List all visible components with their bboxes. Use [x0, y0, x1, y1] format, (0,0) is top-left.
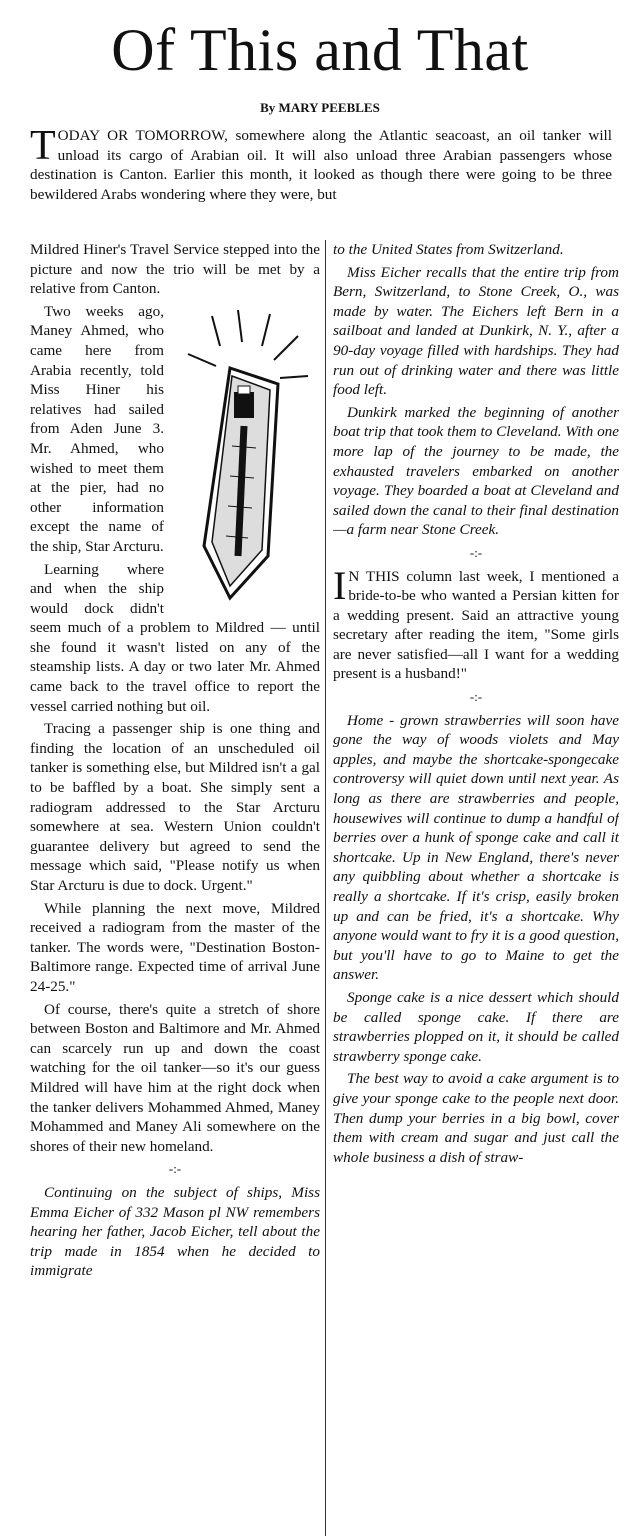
- section-separator: -:-: [469, 689, 483, 705]
- left-paragraph-2: Two weeks ago, Maney Ahmed, who came here from Arabia recently, told Miss Hiner his relatives had sailed from Aden June 3. Mr. Ahmed, who wished to meet them at the pier, had no other information except the name of the ship, Star Arcturu.: [30, 302, 164, 555]
- section-separator: -:-: [469, 544, 483, 560]
- oil-tanker-illustration: [170, 306, 320, 606]
- right-paragraph-2: Miss Eicher recalls that the entire trip from Bern, Switzerland, to Stone Creek, O., was made by water. The Eichers left Bern in a sailboat and landed at Dunkirk, N. Y., after a 90-day voyage filled with hardships. They had run out of drinking water and there was little food left.: [333, 263, 619, 399]
- article-title: Of This and That: [111, 17, 529, 83]
- right-paragraph-7: The best way to avoid a cake argument is to give your sponge cake to the people next door. Then dump your berries in a big bowl, cover them with cream and sugar and just call the whole business a dish of straw-: [333, 1070, 619, 1166]
- right-column: [333, 240, 619, 1536]
- right-paragraph-4: [333, 562, 619, 685]
- left-paragraph-5: While planning the next move, Mildred received a radiogram from the master of the tanker. The words were, "Destination Boston-Baltimore range. Expected time of arrival June 24-25.": [30, 899, 320, 995]
- right-paragraph-3: Dunkirk marked the beginning of another boat trip that took them to Cleveland. With one more lap of the journey to be made, the exhausted travelers embarked on another voyage. They boarded a boat at Cleveland and sailed down the canal to their final destination —a farm near Stone Creek.: [333, 403, 619, 539]
- right-paragraph-1: to the United States from Switzerland.: [333, 241, 564, 258]
- right-paragraph-6: Sponge cake is a nice dessert which should be called sponge cake. If there are strawberries plopped on it, it should be called strawberry sponge cake.: [333, 988, 619, 1065]
- left-paragraph-3: Learning where and when the ship would dock didn't seem much of a problem to Mildred — until she found it wasn't listed on any of the steamship lists. A day or two later Mr. Ahmed came back to the travel office to report the vessel carried nothing but oil.: [30, 560, 320, 715]
- right-paragraph-5: Home - grown strawberries will soon have gone the way of woods violets and May apples, and maybe the shortcake-spongecake controversy will quiet down until next year. As long as there are strawberries and people, housewives will continue to dump a handful of berries over a hunk of sponge cake and call it shortcake. Up in New England, there's never any quibbling about whether a shortcake is really a shortcake. If it's crisp, easily broken up and can be fried, it's a shortcake. Why anyone would want to fry it is a good question, but you'll have to go to Maine to get the answer.: [333, 711, 619, 984]
- right-paragraph-4-text: N THIS column last week, I mentioned a bride-to-be who wanted a Persian kitten for a wedding present. Said an attractive young secretary after reading the item, "Some girls are never satisfied—all I want for a wedding present is a husband!": [333, 567, 619, 683]
- intro-text: ODAY OR TOMORROW, somewhere along the Atlantic seacoast, an oil tanker will unload its cargo of Arabian oil. It will also unload three Arabian passengers whose destination is Canton. Earlier this month, it looked as though there were going to be three bewildered Arabs wondering where they were, but: [30, 127, 612, 203]
- byline: By MARY PEEBLES: [260, 100, 380, 115]
- right-dropcap: I: [333, 562, 347, 608]
- left-paragraph-6: Of course, there's quite a stretch of shore between Boston and Baltimore and Mr. Ahmed can scarcely run up and down the coast watching for the oil tanker—so it's our guess Mildred will have him at the right dock when the tanker delivers Mohammed Ahmed, Maney Mohammed and Maney Ali somewhere on the shores of their new homeland.: [30, 1000, 320, 1155]
- left-paragraph-7: Continuing on the subject of ships, Miss Emma Eicher of 332 Mason pl NW remembers hearing her father, Jacob Eicher, tell about the trip made in 1854 when he decided to immigrate: [30, 1183, 320, 1280]
- intro-dropcap: T: [30, 123, 56, 169]
- column-divider: [325, 240, 326, 1536]
- left-paragraph-4: Tracing a passenger ship is one thing and finding the location of an unscheduled oil tanker is something else, but Mildred isn't a gal to be baffled by a boat. She simply sent a radiogram addressed to the Star Arcturu somewhere at sea. Western Union couldn't guarantee delivery but agreed to send the message which said, "Please notify us when Star Arcturu is due to dock. Urgent.": [30, 720, 320, 894]
- intro-paragraph: [30, 123, 612, 204]
- radio-signal-icon: [188, 310, 308, 378]
- section-separator: -:-: [168, 1161, 182, 1177]
- left-column: [30, 240, 320, 1536]
- left-paragraph-1: Mildred Hiner's Travel Service stepped into the picture and now the trio will be met by a relative from Canton.: [30, 241, 320, 298]
